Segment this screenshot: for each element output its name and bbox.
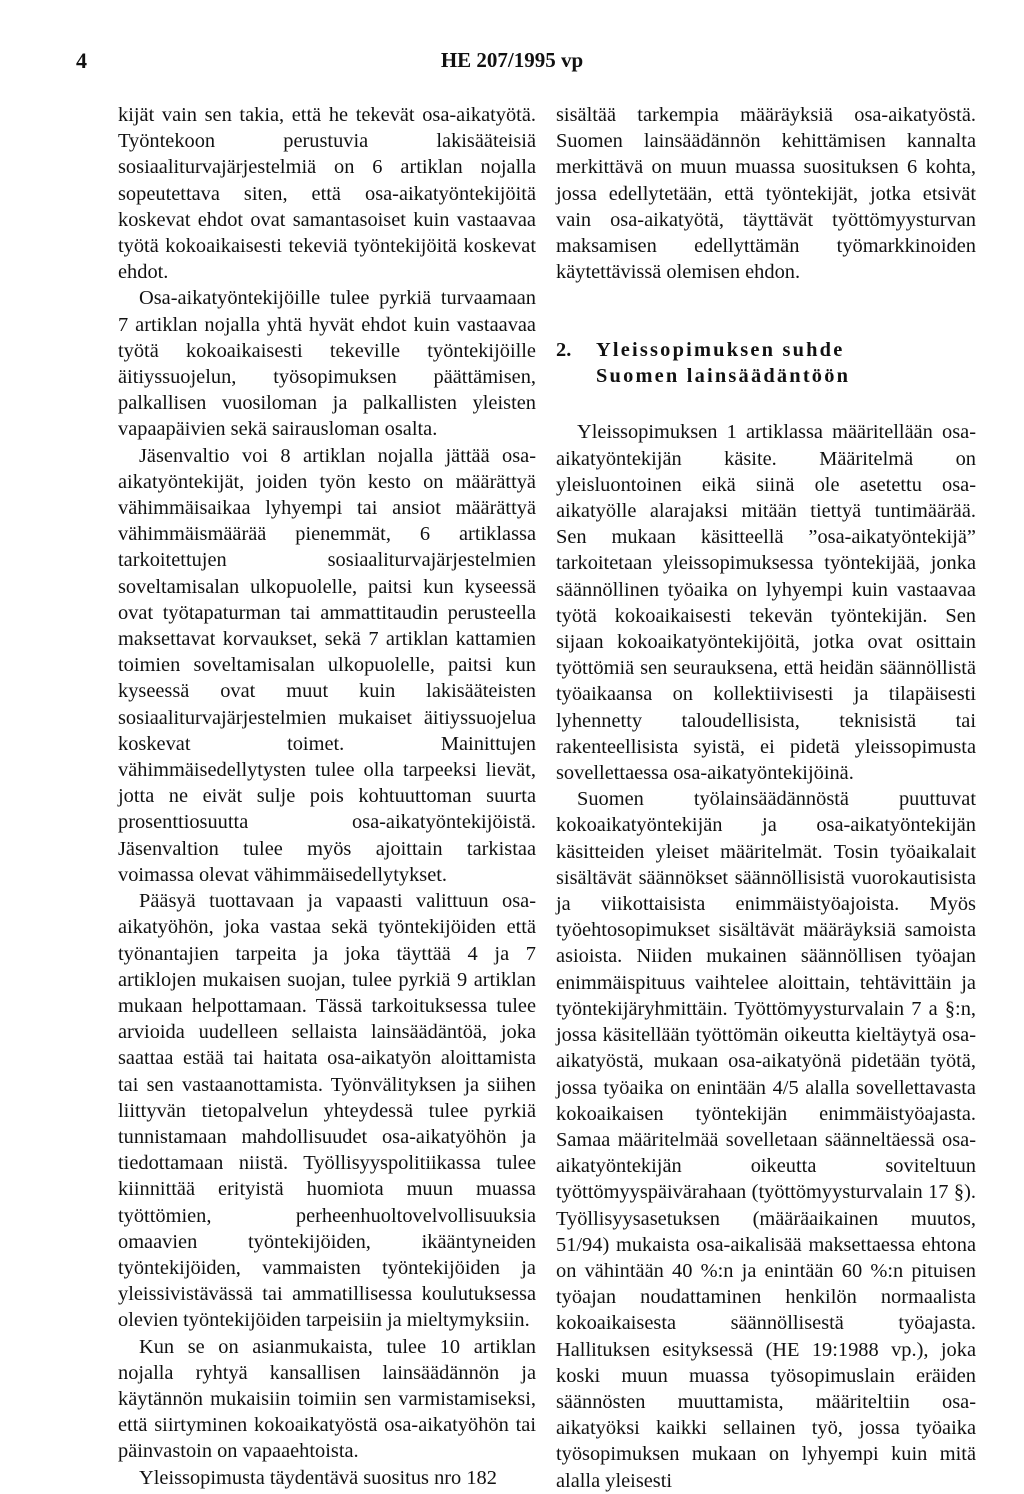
page-number: 4: [76, 48, 87, 73]
section-heading: [556, 337, 976, 389]
paragraph: Jäsenvaltio voi 8 artiklan nojalla jättää osa-aikatyöntekijät, joiden työn kesto on määrättyä vähimmäisaikaa lyhyempi tai ansiot määrättyä vähimmäismäärää pienemmät, 6 artiklassa tarkoitettujen sosiaaliturvajärjestelmien soveltamisalan ulkopuolelle, paitsi kun kyseessä ovat työtapaturman tai ammattitaudin perusteella maksettavat korvaukset, sekä 7 artiklan kattamien toimien soveltamisalan ulkopuolelle, paitsi kun kyseessä ovat muut kuin lakisääteisten sosiaaliturvajärjestelmien mukaiset äitiyssuojelua koskevat toimet. Mainittujen vähimmäisedellytysten tulee olla tarpeeksi lievät, jotta ne eivät sulje pois kohtuuttoman suurta prosenttiosuutta osa-aikatyöntekijöistä. Jäsenvaltion tulee myös ajoittain tarkistaa voimassa olevat vähimmäisedellytykset.: [118, 444, 536, 886]
right-column: [556, 102, 976, 1494]
paragraph: Pääsyä tuottavaan ja vapaasti valittuun osa-aikatyöhön, joka vastaa sekä työntekijöiden että työnantajien tarpeita ja joka täyttää 4 ja 7 artiklojen mukaisen suojan, tulee pyrkiä 9 artiklan mukaan helpottamaan. Tässä tarkoituksessa tulee arvioida uudelleen sellaista lainsäädäntöä, joka saattaa estää tai haitata osa-aikatyön aloittamista tai sen vastaanottamista. Työnvälityksen ja siihen liittyvän tietopalvelun yhteydessä tulee pyrkiä tunnistamaan mahdollisuudet osa-aikatyöhön ja tiedottamaan niistä. Työllisyyspolitiikassa tulee kiinnittää erityistä huomiota muun muassa työttömien, perheenhuoltovelvollisuuksia omaavien työntekijöiden, ikääntyneiden työntekijöiden, vammaisten työntekijöiden ja yleissivistävässä tai ammatillisessa koulutuksessa olevien työntekijöiden tarpeisiin ja mieltymyksiin.: [118, 890, 536, 1332]
paragraph: Yleissopimuksen 1 artiklassa määritellään osa-aikatyöntekijän käsite. Määritelmä on yleisluontoinen eikä siinä ole asetettu osa-aikatyölle alarajaksi mitään tiettyä tuntimäärää. Sen mukaan käsitteellä ”osa-aikatyöntekijä” tarkoitetaan yleissopimuksessa työntekijää, jonka säännöllinen työaika on lyhyempi kuin vastaavaa työtä kokoaikaisesti tekevän työntekijän. Sen sijaan kokoaikatyöntekijöitä, jotka ovat osittain työttömiä sen seurauksena, että heidän säännöllistä työaikaansa on kollektiivisesti ja tilapäisesti lyhennetty taloudellisista, teknisistä tai rakenteellisista syistä, ei pidetä yleissopimusta sovellettaessa osa-aikatyöntekijöinä.: [556, 421, 976, 785]
section-title-line: Suomen lainsäädäntöön: [596, 365, 851, 388]
paragraph: Yleissopimusta täydentävä suositus nro 182: [139, 1466, 497, 1489]
paragraph: sisältää tarkempia määräyksiä osa-aikatyöstä. Suomen lainsäädännön kehittämisen kannalta merkittävä on muun muassa suosituksen 6 kohta, jossa edellytetään, että työntekijät, jotka etsivät vain osa-aikatyötä, täyttävät työttömyysturvan maksamisen edellyttämän työmarkkinoiden käytettävissä olemisen ehdon.: [556, 104, 976, 284]
running-head: HE 207/1995 vp: [440, 48, 584, 72]
paragraph: Kun se on asianmukaista, tulee 10 artiklan nojalla ryhtyä kansallisen lainsäädännön ja käytännön mukaisiin toimiin sen varmistamiseksi, että siirtyminen kokoaikatyöstä osa-aikatyöhön tai päinvastoin on vapaaehtoista.: [118, 1335, 536, 1463]
left-column: [118, 102, 536, 1491]
section-title-line: Yleissopimuksen suhde: [596, 339, 845, 362]
paragraph: kijät vain sen takia, että he tekevät osa-aikatyötä. Työntekoon perustuvia lakisääteisiä sosiaaliturvajärjestelmiä on 6 artiklan nojalla sopeutettava siten, että osa-aikatyöntekijöitä koskevat ehdot ovat samantasoiset kuin vastaavaa työtä kokoaikaisesti tekeviä työntekijöitä koskevat ehdot.: [118, 104, 536, 284]
paragraph: Suomen työlainsäädännöstä puuttuvat kokoaikatyöntekijän ja osa-aikatyöntekijän käsitteiden yleiset määritelmät. Tosin työaikalait sisältävät säännökset säännöllisistä vuorokautisista ja viikottaisista enimmäistyöajoista. Myös työehtosopimukset sisältävät määräyksiä samoista asioista. Niiden mukainen säännöllisen työajan enimmäispituus vaihtelee aloittain, tehtävittäin ja työntekijäryhmittäin. Työttömyysturvalain 7 a §:n, jossa käsitellään työttömän oikeutta kieltäytyä osa-aikatyöstä, mukaan osa-aikatyönä pidetään työtä, jossa työaika on enintään 4/5 alalla sovellettavasta kokoaikaisen työntekijän enimmäistyöajasta. Samaa määritelmää sovelletaan säänneltäessä osa-aikatyöntekijän oikeutta soviteltuun työttömyyspäivärahaan (työttömyysturvalain 17 §). Työllisyysasetuksen (määräaikainen muutos, 51/94) mukaista osa-aikalisää maksettaessa ehtona on vähintään 40 %:n ja enintään 60 %:n pituisen työajan noudattaminen henkilön normaalista kokoaikaisesta säännöllisestä työajasta. Hallituksen esityksessä (HE 19:1988 vp.), joka koski muun muassa työsopimuslain eräiden säännösten muuttamista, määriteltiin osa-aikatyöksi kaikki sellainen työ, jossa työaika työsopimuksen mukaan on lyhyempi kuin mitä alalla yleisesti: [556, 788, 976, 1492]
section-title: [596, 337, 850, 389]
section-number: 2.: [556, 339, 572, 362]
paragraph: Osa-aikatyöntekijöille tulee pyrkiä turvaamaan 7 artiklan nojalla yhtä hyvät ehdot kuin vastaavaa työtä kokoaikaisesti tekeville työntekijöille äitiyssuojelun, työsopimuksen päättämisen, palkallisen vuosiloman ja palkallisten yleisten vapaapäivien sekä sairausloman osalta.: [118, 287, 536, 441]
